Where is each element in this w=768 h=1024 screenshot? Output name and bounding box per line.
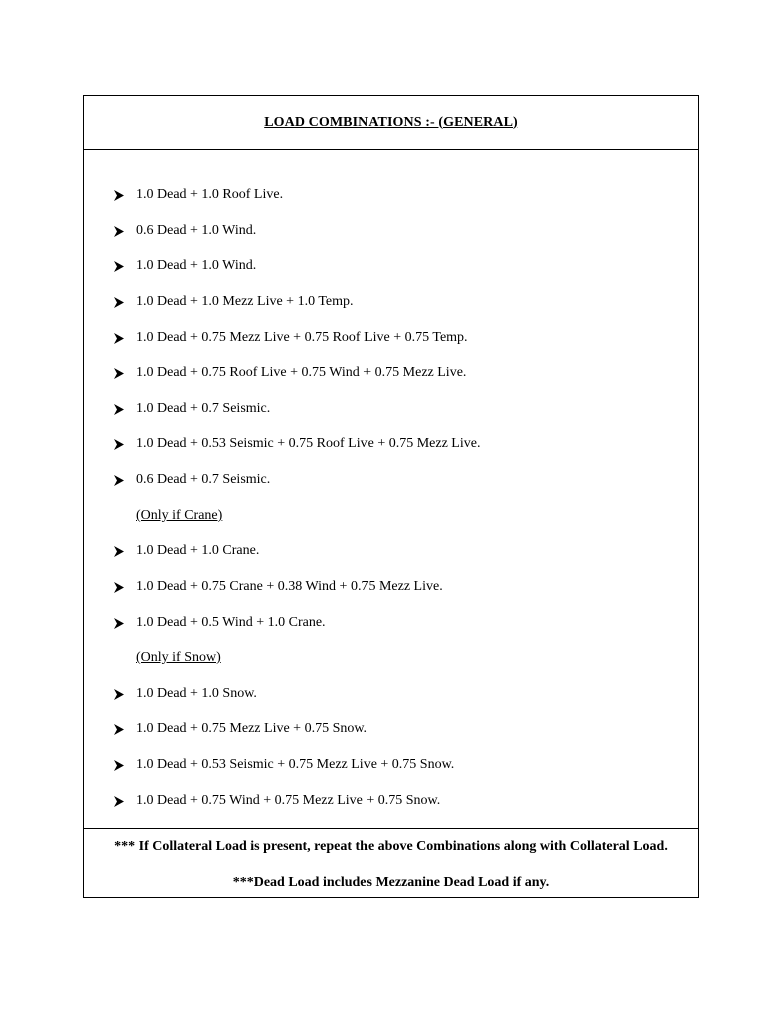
collateral-load-note: *** If Collateral Load is present, repeat the above Combinations along with Collateral Load.	[114, 839, 668, 854]
title-cell	[84, 96, 698, 150]
combination-text: 1.0 Dead + 1.0 Wind.	[136, 258, 257, 273]
arrowhead-bullet-icon	[114, 399, 126, 419]
arrowhead-bullet-icon	[114, 292, 126, 312]
arrowhead-bullet-icon	[114, 684, 126, 704]
arrowhead-bullet-icon	[114, 363, 126, 383]
arrowhead-bullet-icon	[114, 577, 126, 597]
arrowhead-bullet-icon	[114, 256, 126, 276]
combination-text: 1.0 Dead + 0.75 Mezz Live + 0.75 Snow.	[136, 721, 368, 736]
arrowhead-bullet-icon	[114, 328, 126, 348]
combination-text: 1.0 Dead + 1.0 Snow.	[136, 686, 257, 701]
combination-text: 1.0 Dead + 0.75 Roof Live + 0.75 Wind + 0.75 Mezz Live.	[136, 365, 467, 380]
arrowhead-bullet-icon	[114, 470, 126, 490]
notes-cell	[84, 828, 698, 899]
combination-text: 0.6 Dead + 0.7 Seismic.	[136, 472, 271, 487]
combination-text: 1.0 Dead + 1.0 Mezz Live + 1.0 Temp.	[136, 294, 354, 309]
arrowhead-bullet-icon	[114, 791, 126, 811]
arrowhead-bullet-icon	[114, 221, 126, 241]
arrowhead-bullet-icon	[114, 613, 126, 633]
arrowhead-bullet-icon	[114, 185, 126, 205]
combination-text: 1.0 Dead + 1.0 Crane.	[136, 543, 260, 558]
combination-text: 1.0 Dead + 0.7 Seismic.	[136, 401, 271, 416]
combination-text: 1.0 Dead + 1.0 Roof Live.	[136, 187, 284, 202]
combination-text: 1.0 Dead + 0.75 Mezz Live + 0.75 Roof Live + 0.75 Temp.	[136, 330, 468, 345]
combination-text: 1.0 Dead + 0.5 Wind + 1.0 Crane.	[136, 615, 326, 630]
crane-subheading: (Only if Crane)	[136, 508, 223, 523]
combination-text: 0.6 Dead + 1.0 Wind.	[136, 223, 257, 238]
arrowhead-bullet-icon	[114, 719, 126, 739]
arrowhead-bullet-icon	[114, 541, 126, 561]
arrowhead-bullet-icon	[114, 755, 126, 775]
combination-text: 1.0 Dead + 0.75 Crane + 0.38 Wind + 0.75 Mezz Live.	[136, 579, 443, 594]
combination-text: 1.0 Dead + 0.53 Seismic + 0.75 Roof Live + 0.75 Mezz Live.	[136, 436, 481, 451]
page-title: LOAD COMBINATIONS :- (GENERAL)	[264, 114, 518, 130]
combination-text: 1.0 Dead + 0.75 Wind + 0.75 Mezz Live + 0.75 Snow.	[136, 793, 441, 808]
combination-text: 1.0 Dead + 0.53 Seismic + 0.75 Mezz Live + 0.75 Snow.	[136, 757, 455, 772]
snow-subheading: (Only if Snow)	[136, 650, 221, 665]
dead-load-note: ***Dead Load includes Mezzanine Dead Load if any.	[232, 875, 550, 890]
load-combinations-table	[83, 95, 699, 898]
arrowhead-bullet-icon	[114, 434, 126, 454]
